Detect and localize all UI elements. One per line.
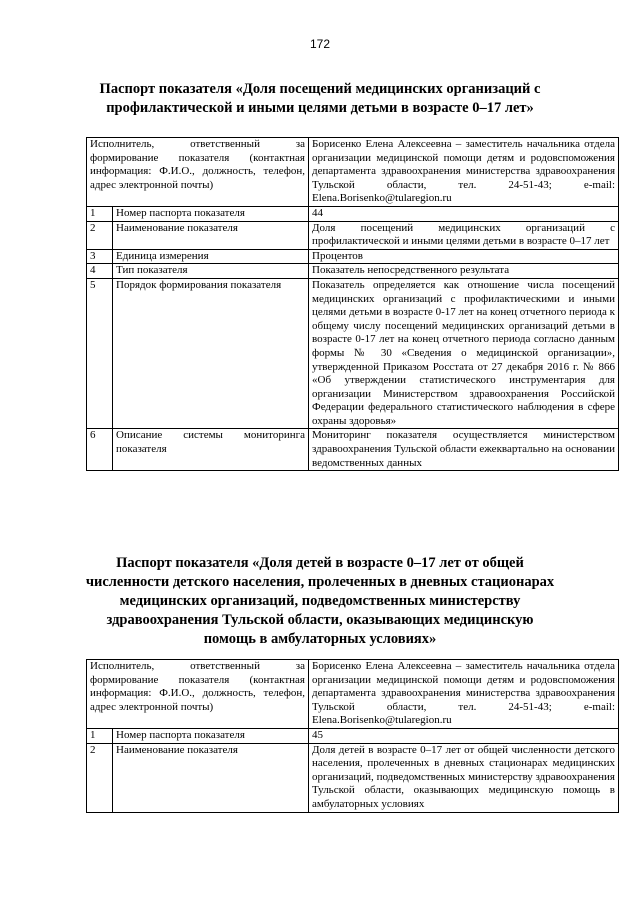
executor-value: Борисенко Елена Алексеевна – заместитель начальника отдела организации медицинской помощи детям и родовспоможения департамента здравоохранения министерства здравоохранения Тульской области, тел. 24-51-43; e-mail: Elena.Borisenko@tularegion.ru: [309, 660, 619, 729]
row-label: Номер паспорта показателя: [113, 728, 309, 743]
row-number: 2: [87, 221, 113, 249]
executor-label: Исполнитель, ответственный за формирование показателя (контактная информация: Ф.И.О., должность, телефон, адрес электронной почты): [87, 660, 309, 729]
passport-44-title: Паспорт показателя «Доля посещений медицинских организаций с профилактической и иными целями детьми в возрасте 0–17 лет»: [99, 81, 541, 116]
row-number: 1: [87, 728, 113, 743]
row-number: 2: [87, 743, 113, 812]
executor-value: Борисенко Елена Алексеевна – заместитель начальника отдела организации медицинской помощи детям и родовспоможения департамента здравоохранения министерства здравоохранения Тульской области, тел. 24-51-43; e-mail: Elena.Borisenko@tularegion.ru: [309, 138, 619, 207]
row-number: 1: [87, 206, 113, 221]
row-number: 3: [87, 249, 113, 264]
row-number: 6: [87, 429, 113, 471]
passport-44-table: [86, 137, 619, 471]
row-value: 45: [309, 728, 619, 743]
executor-row: [87, 138, 619, 207]
table-row: [87, 249, 619, 264]
table-row: [87, 429, 619, 471]
row-value: Доля посещений медицинских организаций с профилактической и иными целями детьми в возрасте 0–17 лет: [309, 221, 619, 249]
row-label: Тип показателя: [113, 264, 309, 279]
row-label: Номер паспорта показателя: [113, 206, 309, 221]
row-value: 44: [309, 206, 619, 221]
executor-row: [87, 660, 619, 729]
table-row: [87, 221, 619, 249]
row-label: Порядок формирования показателя: [113, 278, 309, 429]
passport-45-table: [86, 659, 619, 813]
row-value: Доля детей в возрасте 0–17 лет от общей численности детского населения, пролеченных в дневных стационарах медицинских организаций, подведомственных министерству здравоохранения Тульской области, оказывающих медицинскую помощь в амбулаторных условиях: [309, 743, 619, 812]
table-row: [87, 206, 619, 221]
table-row: [87, 728, 619, 743]
row-label: Описание системы мониторинга показателя: [113, 429, 309, 471]
executor-label: Исполнитель, ответственный за формирование показателя (контактная информация: Ф.И.О., должность, телефон, адрес электронной почты): [87, 138, 309, 207]
row-value: Показатель непосредственного результата: [309, 264, 619, 279]
row-label: Единица измерения: [113, 249, 309, 264]
table-row: [87, 743, 619, 812]
row-label: Наименование показателя: [113, 743, 309, 812]
row-number: 4: [87, 264, 113, 279]
row-number: 5: [87, 278, 113, 429]
table-row: [87, 264, 619, 279]
row-value: Показатель определяется как отношение числа посещений медицинских организаций с профилактическими и иными целями детьми в возрасте 0-17 лет на конец отчетного периода к общему числу посещений медицинских организаций детьми в возрасте 0-17 лет на конец отчетного периода согласно данным формы № 30 «Сведения о медицинской организации», утвержденной Приказом Росстата от 27 декабря 2016 г. № 866 «Об утверждении статистического инструментария для организации Министерством здравоохранения Российской Федерации федерального статистического наблюдения в сфере охраны здоровья»: [309, 278, 619, 429]
row-label: Наименование показателя: [113, 221, 309, 249]
table-row: [87, 278, 619, 429]
passport-45-title: Паспорт показателя «Доля детей в возрасте 0–17 лет от общей численности детского населения, пролеченных в дневных стационарах медицинских организаций, подведомственных министерству здравоохранения Тульской области, оказывающих медицинскую помощь в амбулаторных условиях»: [85, 555, 555, 647]
row-value: Мониторинг показателя осуществляется министерством здравоохранения Тульской области ежеквартально на основании ведомственных данных: [309, 429, 619, 471]
page-number: 172: [309, 37, 331, 51]
row-value: Процентов: [309, 249, 619, 264]
